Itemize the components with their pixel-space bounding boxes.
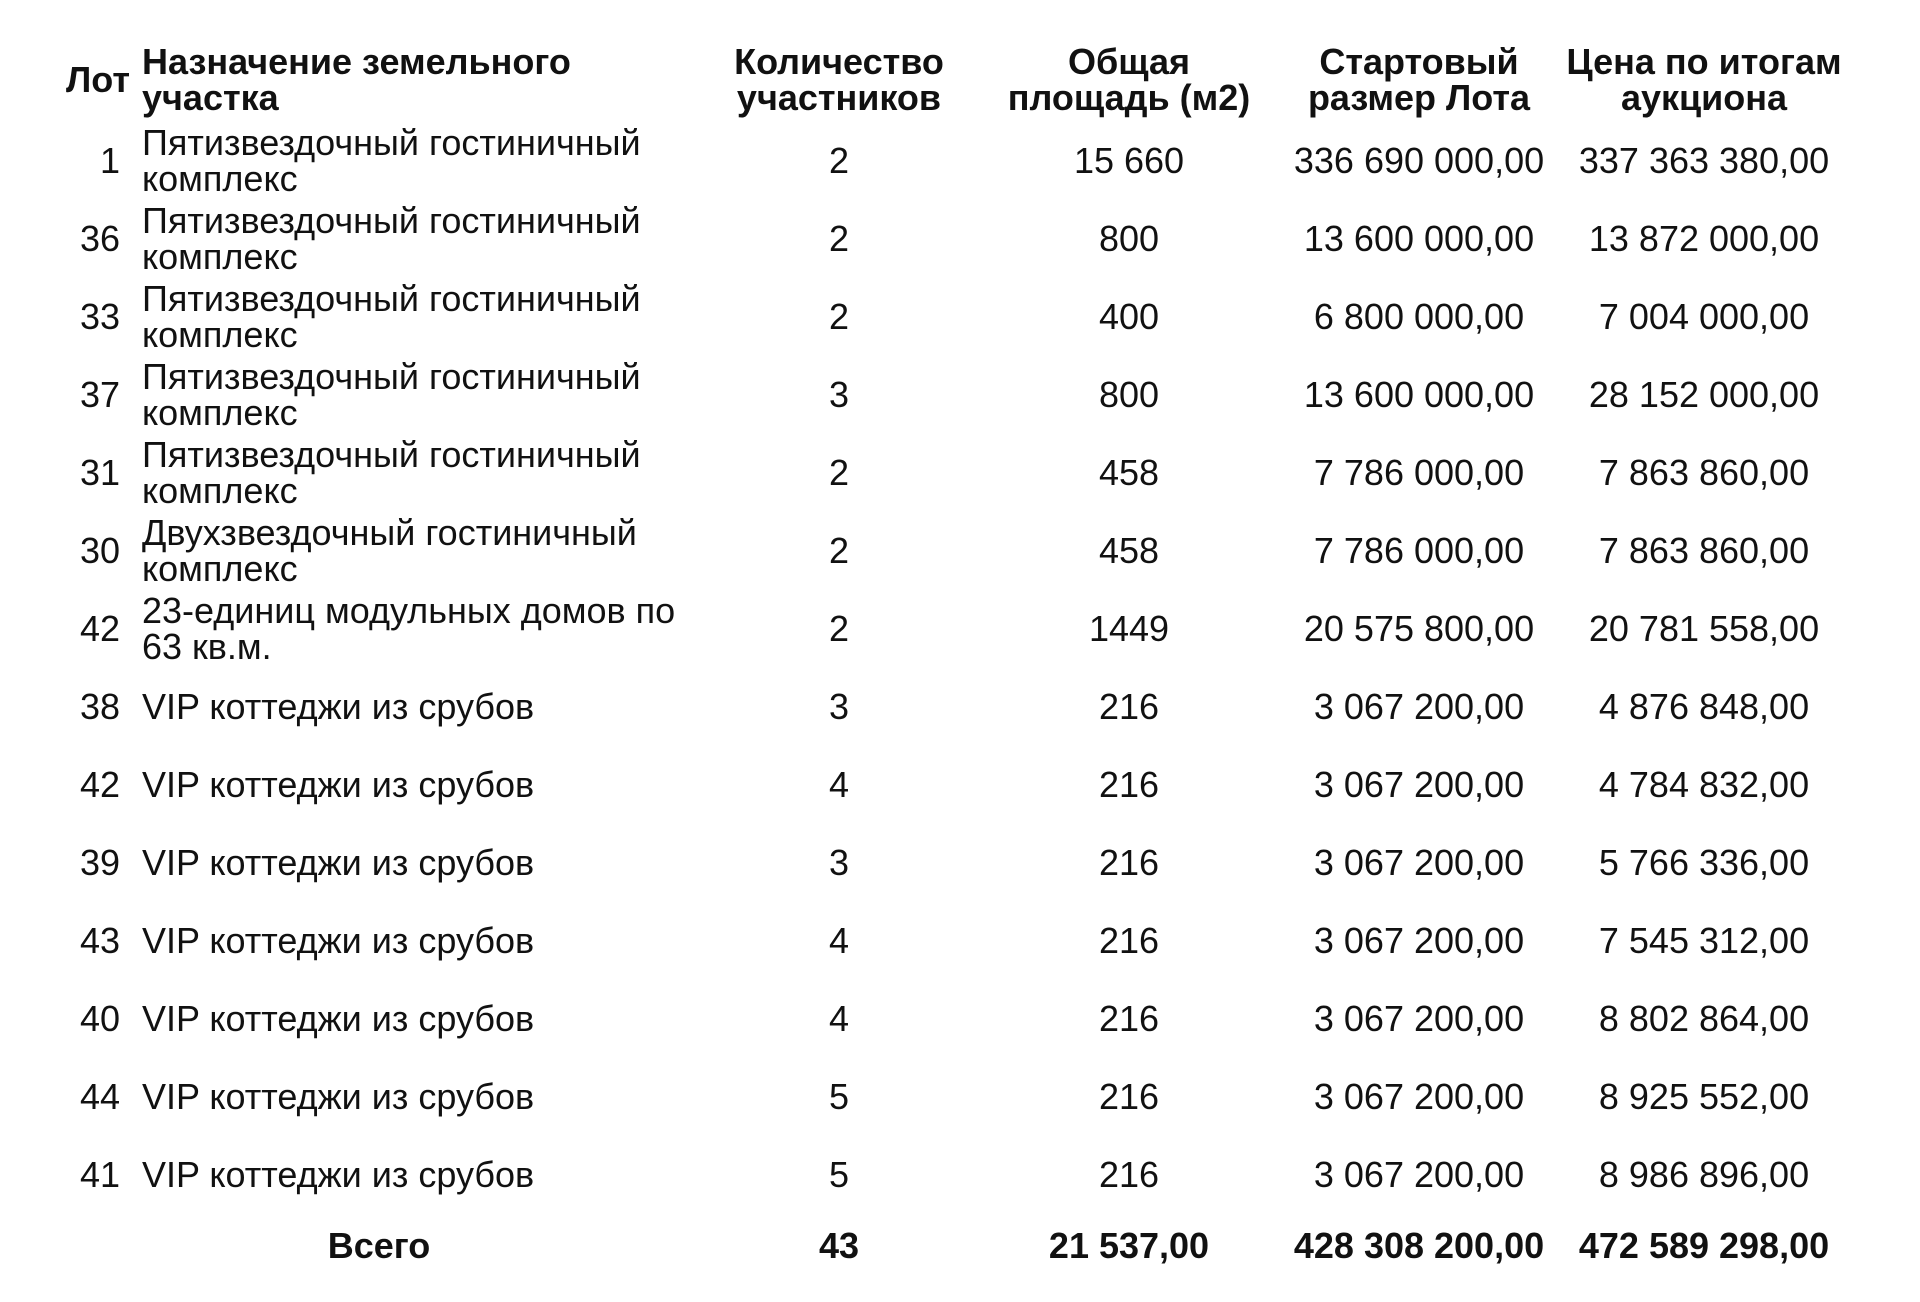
table-row: [64, 512, 1844, 590]
cell-start-price: 3 067 200,00: [1313, 842, 1525, 883]
cell-start-price: 20 575 800,00: [1303, 608, 1535, 649]
cell-area: 800: [1098, 218, 1160, 259]
cell-participants: 2: [828, 140, 850, 181]
table-row: [64, 122, 1844, 200]
cell-lot: 36: [79, 218, 120, 259]
cell-lot: 42: [79, 764, 120, 805]
table-row: [64, 200, 1844, 278]
cell-purpose: Пятизвездочный гостиничный комплекс: [142, 356, 641, 433]
cell-purpose: VIP коттеджи из срубов: [142, 842, 535, 883]
cell-lot: 39: [79, 842, 120, 883]
cell-start-price: 3 067 200,00: [1313, 1154, 1525, 1195]
cell-start-price: 3 067 200,00: [1313, 1076, 1525, 1117]
cell-purpose: VIP коттеджи из срубов: [142, 920, 535, 961]
cell-start-price: 3 067 200,00: [1313, 764, 1525, 805]
cell-area: 458: [1098, 530, 1160, 571]
table-row: [64, 434, 1844, 512]
cell-final-price: 8 802 864,00: [1598, 998, 1810, 1039]
cell-start-price: 13 600 000,00: [1303, 374, 1535, 415]
cell-participants: 2: [828, 530, 850, 571]
cell-start-price: 336 690 000,00: [1293, 140, 1545, 181]
cell-participants: 4: [828, 764, 850, 805]
cell-participants: 2: [828, 608, 850, 649]
cell-area: 216: [1098, 1154, 1160, 1195]
header-purpose: Назначение земельного участка: [142, 41, 571, 118]
cell-area: 400: [1098, 296, 1160, 337]
cell-final-price: 13 872 000,00: [1588, 218, 1820, 259]
cell-area: 15 660: [1073, 140, 1185, 181]
cell-lot: 31: [79, 452, 120, 493]
cell-lot: 33: [79, 296, 120, 337]
header-lot: Лот: [66, 59, 130, 100]
cell-area: 216: [1098, 998, 1160, 1039]
cell-area: 216: [1098, 920, 1160, 961]
cell-participants: 2: [828, 452, 850, 493]
cell-start-price: 3 067 200,00: [1313, 686, 1525, 727]
cell-area: 216: [1098, 842, 1160, 883]
cell-final-price: 5 766 336,00: [1598, 842, 1810, 883]
cell-participants: 2: [828, 218, 850, 259]
cell-start-price: 13 600 000,00: [1303, 218, 1535, 259]
cell-lot: 43: [79, 920, 120, 961]
cell-final-price: 4 876 848,00: [1598, 686, 1810, 727]
total-row: [64, 1214, 1844, 1278]
table-row: [64, 356, 1844, 434]
total-start-price: 428 308 200,00: [1293, 1225, 1545, 1266]
cell-purpose: Пятизвездочный гостиничный комплекс: [142, 434, 641, 511]
cell-area: 800: [1098, 374, 1160, 415]
cell-purpose: VIP коттеджи из срубов: [142, 1154, 535, 1195]
cell-lot: 30: [79, 530, 120, 571]
cell-lot: 42: [79, 608, 120, 649]
table-row: [64, 902, 1844, 980]
table-row: [64, 278, 1844, 356]
table-row: [64, 1136, 1844, 1214]
cell-purpose: 23-единиц модульных домов по 63 кв.м.: [142, 590, 676, 667]
cell-area: 458: [1098, 452, 1160, 493]
cell-start-price: 6 800 000,00: [1313, 296, 1525, 337]
cell-final-price: 4 784 832,00: [1598, 764, 1810, 805]
cell-area: 216: [1098, 1076, 1160, 1117]
cell-participants: 4: [828, 920, 850, 961]
cell-purpose: Пятизвездочный гостиничный комплекс: [142, 122, 641, 199]
auction-results-table: [64, 40, 1844, 1278]
table-row: [64, 824, 1844, 902]
cell-start-price: 3 067 200,00: [1313, 998, 1525, 1039]
cell-participants: 3: [828, 686, 850, 727]
cell-area: 216: [1098, 686, 1160, 727]
table-row: [64, 746, 1844, 824]
cell-final-price: 8 925 552,00: [1598, 1076, 1810, 1117]
total-final-price: 472 589 298,00: [1578, 1225, 1830, 1266]
table-row: [64, 668, 1844, 746]
cell-start-price: 7 786 000,00: [1313, 530, 1525, 571]
cell-final-price: 8 986 896,00: [1598, 1154, 1810, 1195]
cell-lot: 41: [79, 1154, 120, 1195]
cell-purpose: Пятизвездочный гостиничный комплекс: [142, 278, 641, 355]
cell-lot: 1: [99, 140, 120, 181]
table-body: [64, 122, 1844, 1214]
cell-purpose: VIP коттеджи из срубов: [142, 1076, 535, 1117]
cell-purpose: Двухзвездочный гостиничный комплекс: [142, 512, 637, 589]
header-area: Общая площадь (м2): [1007, 41, 1251, 118]
cell-start-price: 3 067 200,00: [1313, 920, 1525, 961]
cell-participants: 5: [828, 1076, 850, 1117]
cell-lot: 40: [79, 998, 120, 1039]
cell-final-price: 7 863 860,00: [1598, 452, 1810, 493]
cell-participants: 2: [828, 296, 850, 337]
cell-final-price: 7 004 000,00: [1598, 296, 1810, 337]
cell-purpose: VIP коттеджи из срубов: [142, 686, 535, 727]
total-participants: 43: [818, 1225, 860, 1266]
table-row: [64, 590, 1844, 668]
cell-lot: 44: [79, 1076, 120, 1117]
header-participants: Количество участников: [734, 41, 944, 118]
cell-final-price: 20 781 558,00: [1588, 608, 1820, 649]
cell-participants: 3: [828, 842, 850, 883]
cell-area: 216: [1098, 764, 1160, 805]
cell-lot: 37: [79, 374, 120, 415]
cell-final-price: 7 863 860,00: [1598, 530, 1810, 571]
header-start-price: Стартовый размер Лота: [1307, 41, 1531, 118]
table-header-row: [64, 40, 1844, 122]
cell-participants: 3: [828, 374, 850, 415]
total-area: 21 537,00: [1048, 1225, 1210, 1266]
cell-participants: 4: [828, 998, 850, 1039]
cell-lot: 38: [79, 686, 120, 727]
cell-start-price: 7 786 000,00: [1313, 452, 1525, 493]
cell-final-price: 28 152 000,00: [1588, 374, 1820, 415]
cell-participants: 5: [828, 1154, 850, 1195]
header-final-price: Цена по итогам аукциона: [1566, 41, 1842, 118]
cell-purpose: Пятизвездочный гостиничный комплекс: [142, 200, 641, 277]
cell-purpose: VIP коттеджи из срубов: [142, 998, 535, 1039]
auction-results-sheet: [64, 40, 1844, 1278]
total-label: Всего: [327, 1225, 431, 1266]
cell-final-price: 337 363 380,00: [1578, 140, 1830, 181]
table-row: [64, 980, 1844, 1058]
table-row: [64, 1058, 1844, 1136]
cell-area: 1449: [1088, 608, 1170, 649]
cell-purpose: VIP коттеджи из срубов: [142, 764, 535, 805]
cell-final-price: 7 545 312,00: [1598, 920, 1810, 961]
